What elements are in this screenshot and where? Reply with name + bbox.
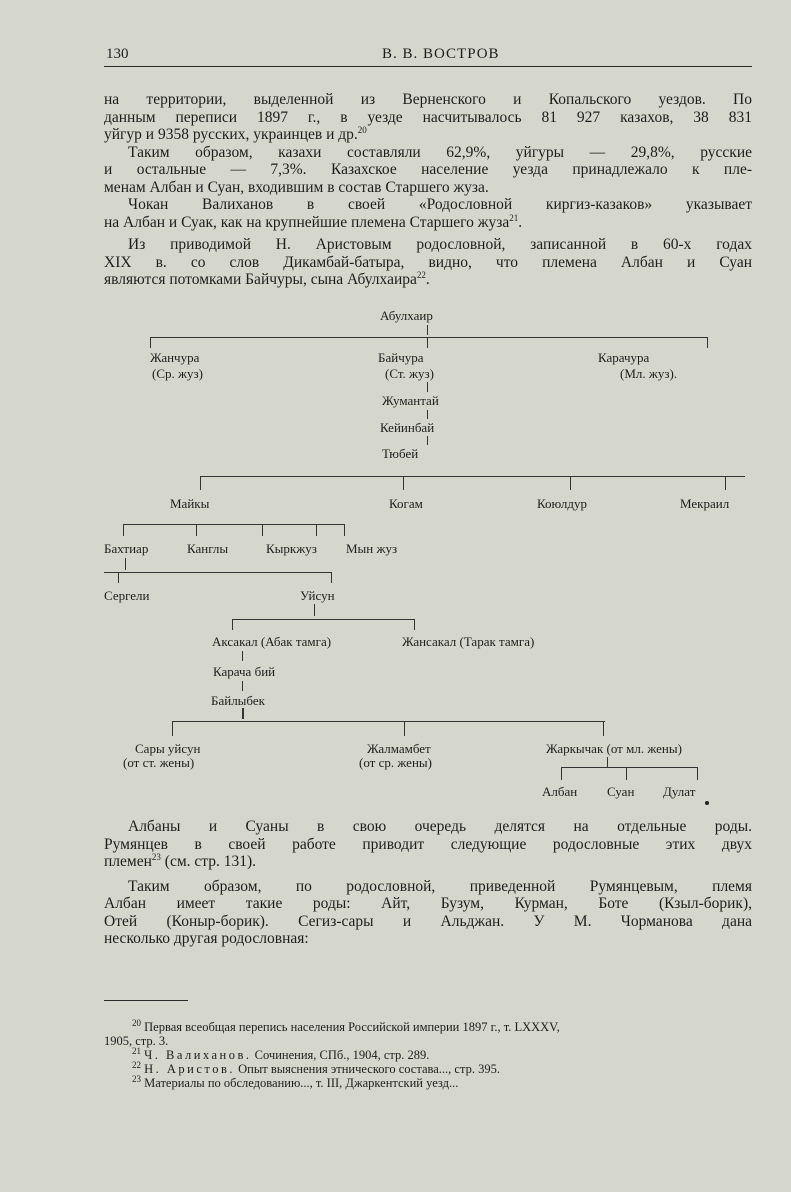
node-uisun: Уйсун [300, 588, 335, 603]
node-koyuldur: Коюлдур [537, 496, 588, 511]
node-karacha-bii: Карача бий [213, 664, 276, 679]
node-abulkhair: Абулхаир [380, 308, 433, 323]
text-line: Таким образом, казахи составляли 62,9%, уйгуры — 29,8%, русские [128, 143, 752, 161]
node-bailybek: Байлыбек [211, 693, 265, 708]
text-line: данным переписи 1897 г., в уезде насчитывалось 81 927 казахов, 38 831 [104, 108, 752, 126]
node-suan: Суан [607, 784, 635, 799]
text-line: Румянцев в своей работе приводит следующие родословные этих двух [104, 835, 752, 853]
footnote-20-cont: 1905, стр. 3. [104, 1034, 169, 1048]
running-head: В. В. ВОСТРОВ [382, 46, 500, 62]
text-line: на Албан и Суак, как на крупнейшие племена Старшего жуза$^{21}$. [104, 212, 523, 231]
node-keiinbai: Кейинбай [380, 420, 435, 435]
node-baichura-sub: (Ст. жуз) [385, 366, 434, 381]
ink-dot [705, 801, 709, 805]
node-bakhtiar: Бахтиар [104, 541, 149, 556]
text-line: и остальные — 7,3%. Казахское население уезда принадлежало к пле- [104, 161, 752, 178]
node-kangly: Канглы [187, 541, 229, 556]
node-tyubei: Тюбей [382, 446, 419, 461]
node-zharkychak: Жаркычак (от мл. жены) [546, 741, 682, 756]
footnote-20: $^{20}$ Первая всеобщая перепись населения Российской империи 1897 г., т. LXXXV, [132, 1017, 560, 1034]
text-line: XIX в. со слов Дикамбай-батыра, видно, что племена Албан и Суан [104, 253, 752, 271]
footnote-23: $^{23}$ Материалы по обследованию..., т. III, Джаркентский уезд... [132, 1073, 459, 1090]
node-zhalmambet: Жалмамбет [367, 741, 431, 756]
text-line: уйгур и 9358 русских, украинцев и др.$^{20}$ [104, 124, 367, 143]
page-number: 130 [106, 46, 129, 62]
footnote-22: $^{22}$ Н. Аристов. Опыт выяснения этнического состава..., стр. 395. [132, 1059, 500, 1076]
node-maiky: Майкы [170, 496, 210, 511]
node-baichura: Байчура [378, 350, 424, 365]
node-zhumantai: Жумантай [382, 393, 439, 408]
node-aksakal: Аксакал (Абак тамга) [212, 634, 332, 649]
node-karachura: Карачура [598, 350, 650, 365]
node-zhalmambet-sub: (от ср. жены) [359, 755, 432, 770]
text-line: несколько другая родословная: [104, 930, 309, 947]
node-kyrkzhuz: Кыркжуз [266, 541, 317, 556]
text-line: Из приводимой Н. Аристовым родословной, записанной в 60-х годах [128, 236, 752, 253]
footnote-mark: 23 [132, 1073, 141, 1084]
text-line: на территории, выделенной из Верненского и Копальского уездов. По [104, 91, 752, 108]
node-zhansakal: Жансакал (Тарак тамга) [402, 634, 535, 649]
footnote-mark: 20 [132, 1017, 141, 1028]
text-line: менам Албан и Суан, входившим в состав Старшего жуза. [104, 178, 489, 196]
footnote-21: $^{21}$ Ч. Валиханов. Сочинения, СПб., 1904, стр. 289. [132, 1045, 430, 1062]
node-sergeli: Сергели [104, 588, 150, 603]
node-sary-uisun-sub: (от ст. жены) [123, 755, 195, 770]
node-alban: Албан [542, 784, 578, 799]
node-sary-uisun: Сары уйсун [135, 741, 201, 756]
footnote-ref: 21 [509, 212, 519, 223]
footnote-mark: 21 [132, 1045, 141, 1056]
footnote-ref: 20 [357, 124, 367, 135]
node-zhanchura-sub: (Ср. жуз) [152, 366, 203, 381]
node-zhanchura: Жанчура [150, 350, 200, 365]
footnote-mark: 22 [132, 1059, 141, 1070]
text-line: Албаны и Суаны в свою очередь делятся на отдельные роды. [128, 818, 752, 835]
node-myn-zhuz: Мын жуз [346, 541, 398, 556]
node-kogam: Когам [389, 496, 423, 511]
text-line: племен$^{23}$ (см. стр. 131). [104, 851, 257, 870]
text-line: Таким образом, по родословной, приведенной Румянцевым, племя [128, 877, 752, 895]
node-mekrail: Мекраил [680, 496, 730, 511]
text-line: Чокан Валиханов в своей «Родословной киргиз-казаков» указывает [128, 196, 752, 213]
node-dulat: Дулат [663, 784, 696, 799]
node-karachura-sub: (Мл. жуз). [620, 366, 678, 381]
body-text [104, 818, 752, 948]
footnote-rule [104, 1000, 188, 1001]
text-line: являются потомками Байчуры, сына Абулхаира$^{22}$. [104, 269, 430, 288]
text-line: Албан имеет такие роды: Айт, Бузум, Курман, Боте (Кзыл-борик), [104, 895, 752, 912]
footnote-ref: 22 [416, 269, 426, 280]
footnote-ref: 23 [151, 851, 161, 862]
text-line: Отей (Коныр-борик). Сегиз-сары и Альджан. У М. Чорманова дана [104, 912, 752, 930]
